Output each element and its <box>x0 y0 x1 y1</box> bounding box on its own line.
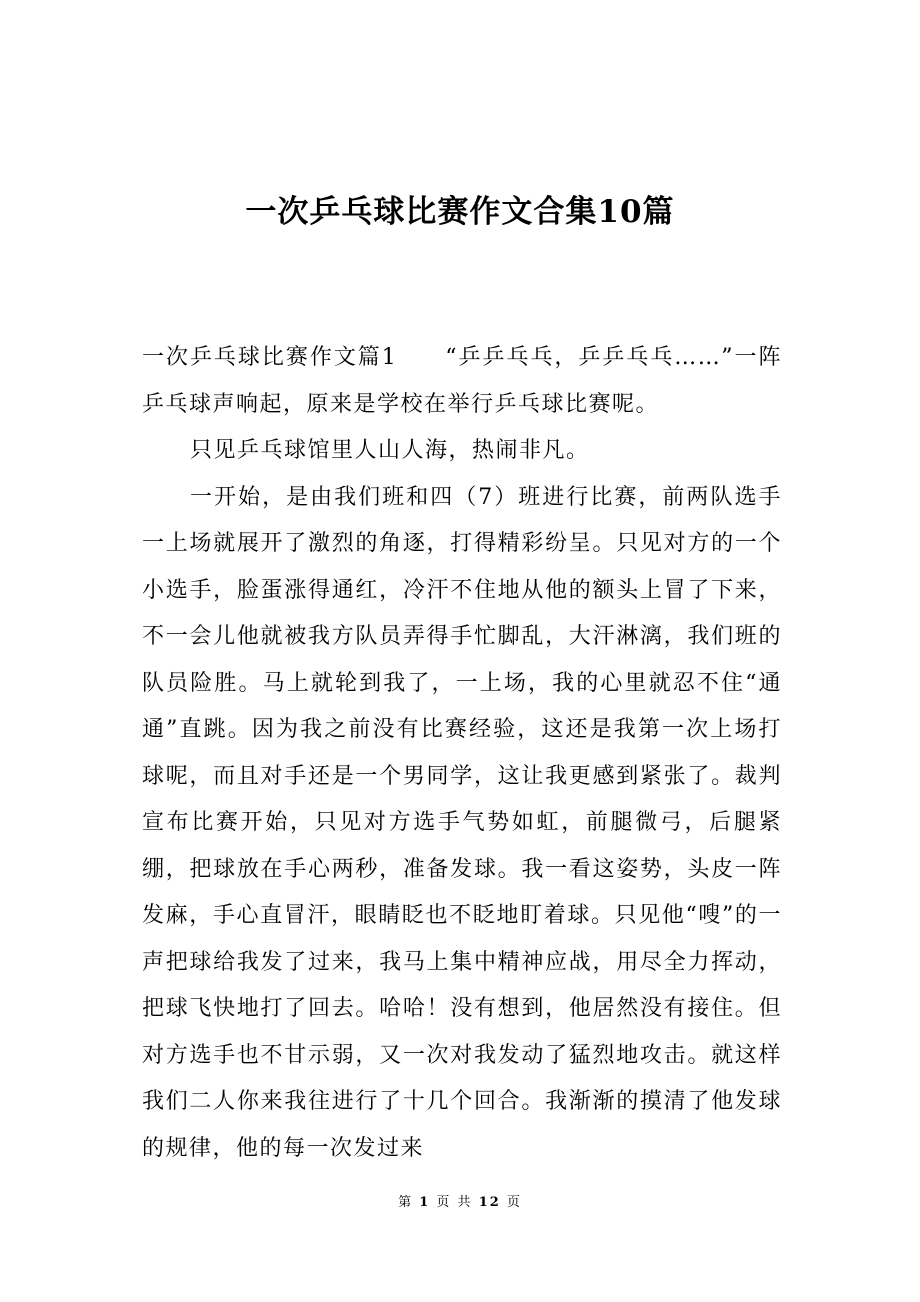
total-page-count: 12 <box>478 1195 501 1210</box>
paragraph-1-text: “乒乒乓乓，乒乒乓乓……”一阵乒乓球声响起，原来是学校在举行乒乓球比赛呢。 <box>142 345 783 417</box>
footer-middle: 页 共 <box>436 1195 473 1210</box>
current-page-number: 1 <box>419 1195 431 1210</box>
page-footer <box>0 1193 920 1213</box>
section-heading: 一次乒乓球比赛作文篇1 <box>142 345 398 370</box>
paragraph-1 <box>142 335 782 428</box>
paragraph-2: 只见乒乓球馆里人山人海，热闹非凡。 <box>190 438 590 463</box>
paragraph-3: 一开始，是由我们班和四（7）班进行比赛，前两队选手一上场就展开了激烈的角逐，打得精彩纷呈。只见对方的一个小选手，脸蛋涨得通红，冷汗不住地从他的额头上冒了下来，不一会儿他就被我方队员弄得手忙脚乱，大汗淋漓，我们班的队员险胜。马上就轮到我了，一上场，我的心里就忍不住“通通”直跳。因为我之前没有比赛经验，这还是我第一次上场打球呢，而且对手还是一个男同学，这让我更感到紧张了。裁判宣布比赛开始，只见对方选手气势如虹，前腿微弓，后腿紧绷，把球放在手心两秒，准备发球。我一看这姿势，头皮一阵发麻，手心直冒汗，眼睛眨也不眨地盯着球。只见他“嗖”的一声把球给我发了过来，我马上集中精神应战，用尽全力挥动，把球飞快地打了回去。哈哈！没有想到，他居然没有接住。但对方选手也不甘示弱，又一次对我发动了猛烈地攻击。就这样我们二人你来我往进行了十几个回合。我渐渐的摸清了他发球的规律，他的每一次发过来 <box>142 484 782 1161</box>
footer-suffix: 页 <box>506 1195 522 1210</box>
document-body <box>142 335 782 1172</box>
footer-prefix: 第 <box>398 1195 414 1210</box>
document-title: 一次乒乓球比赛作文合集10篇 <box>245 194 675 230</box>
